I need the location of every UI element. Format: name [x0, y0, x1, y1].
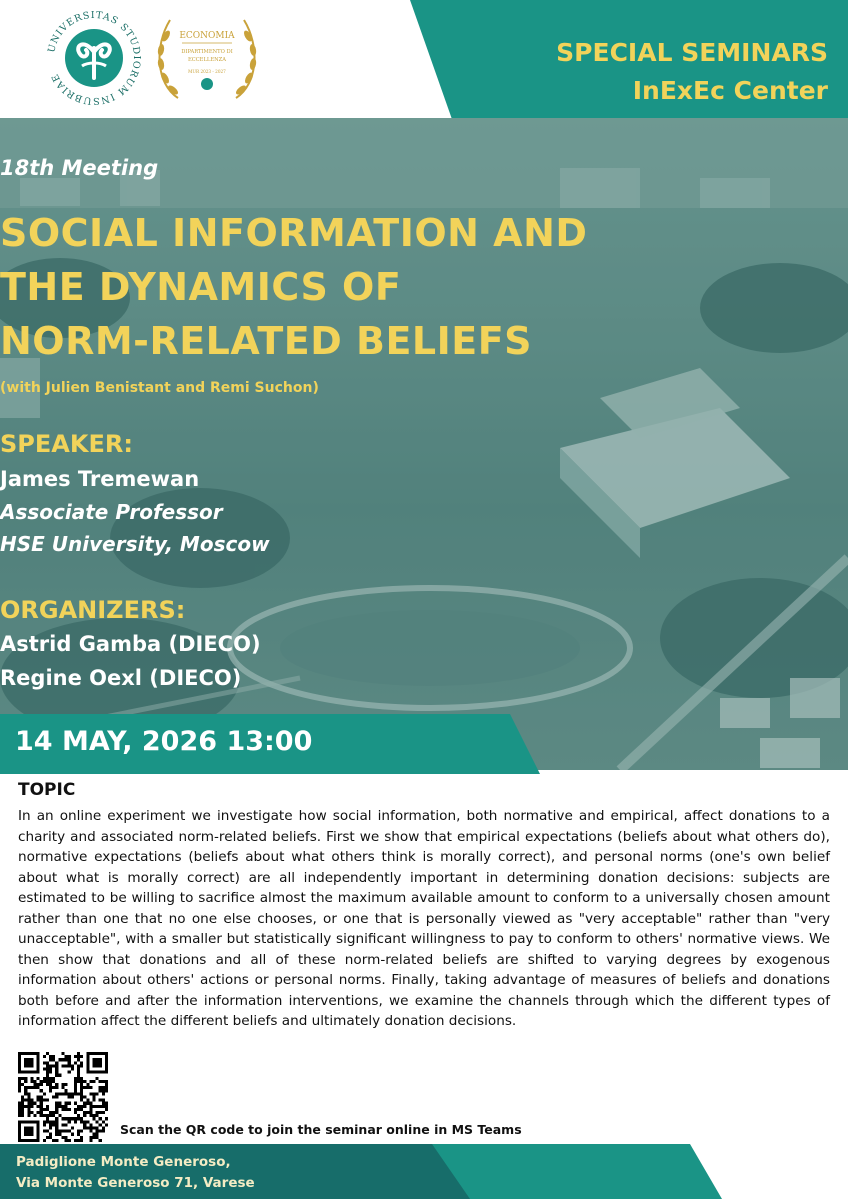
economia-years-label: MUR 2023 - 2027: [188, 69, 226, 74]
speaker-role: Associate Professor: [0, 500, 223, 524]
qr-code[interactable]: [18, 1052, 108, 1142]
title-line-2: THE DYNAMICS OF: [0, 265, 402, 309]
venue-address: [16, 1152, 255, 1194]
coauthors: (with Julien Benistant and Remi Suchon): [0, 380, 319, 396]
header-line-2: InExEc Center: [632, 76, 828, 105]
organizers-heading: ORGANIZERS:: [0, 596, 186, 624]
economia-excellence-logo: [148, 6, 266, 110]
speaker-institution: HSE University, Moscow: [0, 532, 270, 556]
venue-line-2: Via Monte Generoso 71, Varese: [16, 1175, 255, 1191]
speaker-heading: SPEAKER:: [0, 430, 133, 458]
organizer-1: Astrid Gamba (DIECO): [0, 632, 261, 656]
university-insubria-logo: [44, 8, 144, 108]
venue-line-1: Padiglione Monte Generoso,: [16, 1154, 231, 1170]
economia-label: ECONOMIA: [179, 31, 235, 41]
title-line-1: SOCIAL INFORMATION AND: [0, 211, 588, 255]
economia-dept-label: DIPARTIMENTO DI: [181, 49, 233, 55]
university-ring-text: UNIVERSITAS STUDIORUM INSUBRIAE: [46, 9, 143, 107]
speaker-name: James Tremewan: [0, 467, 200, 491]
seminar-date: 14 MAY, 2026 13:00: [15, 726, 313, 757]
seminar-title: [0, 206, 848, 368]
topic-heading: TOPIC: [18, 780, 76, 800]
title-line-3: NORM-RELATED BELIEFS: [0, 319, 533, 363]
organizer-2: Regine Oexl (DIECO): [0, 666, 242, 690]
topic-abstract: In an online experiment we investigate how social information, both normative and empirical, affect donations to a charity and associated norm-related beliefs. First we show that empirical expectations (beliefs about what others do), normative expectations (beliefs about what others think is morally correct), and personal norms (one's own belief about what is morally correct) are all independently important in determining donation decisions: subjects are estimated to be willing to sacrifice almost the maximum available amount to conform to a universally chosen amount rather than one that no one else chooses, or one that is personally viewed as "very acceptable" rather than "very unacceptable", with a smaller but statistically significant willingness to pay to conform to others' normative views. We then show that donations and all of these norm-related beliefs are shifted to varying degrees by exogenous information about others' actions or personal norms. Finally, taking advantage of measures of beliefs and donations both before and after the information interventions, we examine the channels through which the different types of information affect the different beliefs and ultimately donation decisions.: [18, 808, 830, 1029]
header-title: [556, 34, 828, 110]
meeting-number: 18th Meeting: [0, 156, 159, 180]
header-line-1: SPECIAL SEMINARS: [556, 38, 828, 67]
qr-caption: Scan the QR code to join the seminar online in MS Teams: [120, 1122, 522, 1137]
economia-excellence-label: ECCELLENZA: [187, 57, 227, 63]
hero-section: [0, 118, 848, 770]
